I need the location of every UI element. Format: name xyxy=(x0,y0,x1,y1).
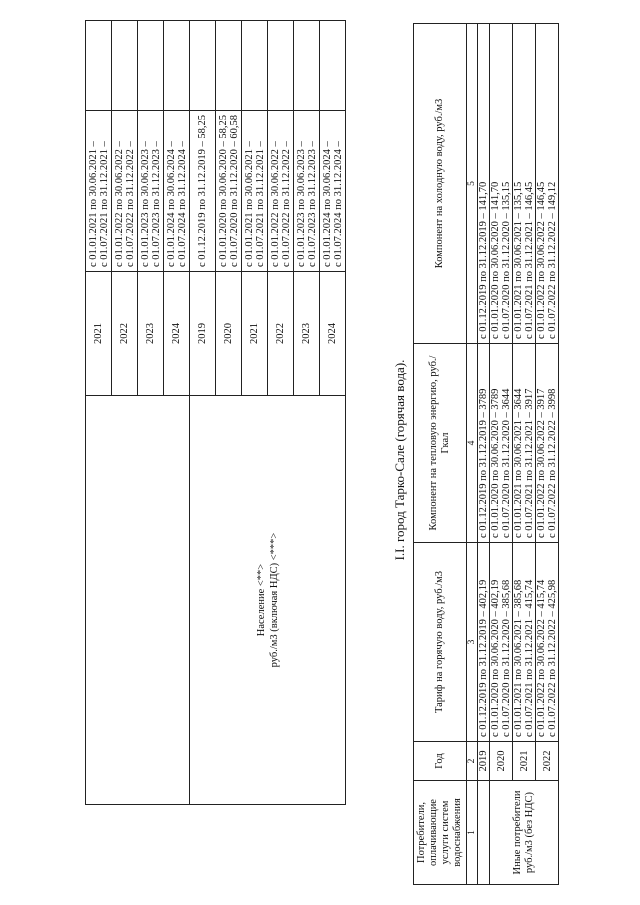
period-cell-line: с 01.01.2023 по 30.06.2023 – xyxy=(139,141,151,267)
year-cell-line: 2021 xyxy=(249,323,260,344)
tariff-cell-line: с 01.01.2020 по 30.06.2020 – 402,19 xyxy=(490,579,501,737)
population-consumer-cell xyxy=(190,396,346,805)
year-cell xyxy=(138,272,164,396)
tariff-cell xyxy=(513,543,536,742)
year-cell-line: 2023 xyxy=(301,323,312,344)
population-unit-label: руб./м3 (включая НДС) <***> xyxy=(268,532,280,668)
year-cell xyxy=(86,272,112,396)
year-cell xyxy=(294,272,320,396)
population-label: Население <**> xyxy=(255,563,267,637)
year-cell xyxy=(536,742,559,781)
period-cell-line: с 01.01.2020 по 30.06.2020 – 58,25 xyxy=(217,114,229,267)
year-cell-line: 2021 xyxy=(93,323,104,344)
column-number: 5 xyxy=(467,24,478,344)
header-tariff: Тариф на горячую воду, руб./м3 xyxy=(414,543,467,742)
heat-component-cell xyxy=(536,344,559,543)
heat-component-cell xyxy=(513,344,536,543)
period-cell xyxy=(190,110,216,271)
water-component-cell-line: с 01.12.2019 по 31.12.2019 – 141,70 xyxy=(478,181,489,339)
empty-cell xyxy=(320,21,346,111)
lower-table-body xyxy=(478,24,559,885)
header-heat-component: Компонент на тепловую энергию, руб./Гкал xyxy=(414,344,467,543)
year-cell-line: 2023 xyxy=(145,323,156,344)
table-row xyxy=(513,24,536,885)
heat-component-cell-line: с 01.12.2019 по 31.12.2019 – 3789 xyxy=(478,388,489,538)
period-cell-line: с 01.01.2022 по 30.06.2022 – xyxy=(113,141,125,267)
heat-component-cell-line: с 01.01.2020 по 30.06.2020 – 3789 xyxy=(490,388,501,538)
period-cell-line: с 01.07.2023 по 31.12.2023 – xyxy=(306,141,318,267)
period-cell-line: с 01.07.2023 по 31.12.2023 – xyxy=(150,141,162,267)
upper-tariff-table xyxy=(85,20,346,805)
year-cell xyxy=(112,272,138,396)
year-cell xyxy=(216,272,242,396)
header-consumers: Потребители, оплачивающие услуги систем водоснабжения xyxy=(414,781,467,885)
period-cell-line: с 01.12.2019 по 31.12.2019 – 58,25 xyxy=(197,114,208,267)
period-cell xyxy=(216,110,242,271)
period-cell-line: с 01.01.2021 по 30.06.2021 – xyxy=(243,141,255,267)
period-cell xyxy=(242,110,268,271)
consumer-label: Иные потребители xyxy=(512,790,523,875)
consumer-unit-label: руб./м3 (без НДС) xyxy=(524,791,535,874)
tariff-cell-line: с 01.07.2022 по 31.12.2022 – 425,98 xyxy=(547,579,558,737)
table-row xyxy=(490,24,513,885)
heat-component-cell xyxy=(478,344,490,543)
tariff-cell xyxy=(536,543,559,742)
empty-cell xyxy=(164,21,190,111)
tariff-cell-line: с 01.07.2020 по 31.12.2020 – 385,68 xyxy=(501,579,512,737)
hot-water-tariff-table xyxy=(413,23,559,885)
water-component-cell-line: с 01.01.2020 по 30.06.2020 – 141,70 xyxy=(490,181,501,339)
period-cell xyxy=(112,110,138,271)
year-cell xyxy=(190,272,216,396)
heat-component-cell-line: с 01.01.2022 по 30.06.2022 – 3917 xyxy=(536,388,547,538)
year-cell-line: 2020 xyxy=(223,323,234,344)
table-row xyxy=(190,21,216,805)
period-cell-line: с 01.07.2021 по 31.12.2021 – xyxy=(254,141,266,267)
water-component-cell-line: с 01.07.2022 по 31.12.2022 – 149,12 xyxy=(547,181,558,339)
table-row xyxy=(536,24,559,885)
water-component-cell-line: с 01.01.2022 по 30.06.2022 – 146,45 xyxy=(536,181,547,339)
year-cell-line: 2022 xyxy=(119,323,130,344)
empty-cell xyxy=(138,21,164,111)
table-row xyxy=(86,21,112,805)
heat-component-cell-line: с 01.07.2021 по 31.12.2021 – 3917 xyxy=(524,388,535,538)
year-cell-line: 2024 xyxy=(171,323,182,344)
period-cell xyxy=(86,110,112,271)
period-cell xyxy=(138,110,164,271)
year-cell-line: 2019 xyxy=(197,323,208,344)
column-number: 3 xyxy=(467,543,478,742)
year-cell-line: 2024 xyxy=(327,323,338,344)
consumer-cell xyxy=(86,396,190,805)
period-cell-line: с 01.01.2021 по 30.06.2021 – xyxy=(87,141,99,267)
water-component-cell xyxy=(478,24,490,344)
tariff-cell-line: с 01.01.2021 по 30.06.2021 – 385,68 xyxy=(513,579,524,737)
year-cell xyxy=(490,742,513,781)
year-cell-line: 2022 xyxy=(275,323,286,344)
year-cell xyxy=(242,272,268,396)
period-cell xyxy=(268,110,294,271)
column-number: 4 xyxy=(467,344,478,543)
year-cell-line: 2021 xyxy=(518,750,530,772)
tariff-cell-line: с 01.07.2021 по 31.12.2021 – 415,74 xyxy=(524,579,535,737)
heat-component-cell-line: с 01.07.2020 по 31.12.2020 – 3644 xyxy=(501,388,512,538)
year-cell xyxy=(320,272,346,396)
water-component-cell xyxy=(490,24,513,344)
section-caption: I.I. город Тарко-Сале (горячая вода). xyxy=(392,359,407,561)
period-cell xyxy=(164,110,190,271)
heat-component-cell xyxy=(490,344,513,543)
period-cell-line: с 01.01.2024 по 30.06.2024 – xyxy=(321,141,333,267)
table-row xyxy=(478,24,490,885)
period-cell xyxy=(320,110,346,271)
header-row xyxy=(414,24,467,885)
year-cell-line: 2020 xyxy=(495,750,507,772)
period-cell-line: с 01.01.2023 по 30.06.2023 – xyxy=(295,141,307,267)
tariff-cell-line: с 01.12.2019 по 31.12.2019 – 402,19 xyxy=(478,579,489,737)
column-number: 1 xyxy=(467,781,478,885)
year-cell-line: 2022 xyxy=(541,750,553,772)
period-cell-line: с 01.01.2024 по 30.06.2024 – xyxy=(165,141,177,267)
heat-component-cell-line: с 01.07.2022 по 31.12.2022 – 3998 xyxy=(547,388,558,538)
empty-cell xyxy=(294,21,320,111)
period-cell-line: с 01.07.2022 по 31.12.2022 – xyxy=(280,141,292,267)
tariff-cell-line: с 01.01.2022 по 30.06.2022 – 415,74 xyxy=(536,579,547,737)
period-cell-line: с 01.07.2024 по 31.12.2024 – xyxy=(176,141,188,267)
empty-cell xyxy=(112,21,138,111)
water-component-cell-line: с 01.01.2021 по 30.06.2021 – 135,15 xyxy=(513,181,524,339)
year-cell xyxy=(268,272,294,396)
year-cell xyxy=(513,742,536,781)
empty-cell xyxy=(190,21,216,111)
heat-component-cell-line: с 01.01.2021 по 30.06.2021 – 3644 xyxy=(513,388,524,538)
upper-table-body xyxy=(86,21,346,805)
tariff-cell xyxy=(490,543,513,742)
tariff-cell xyxy=(478,543,490,742)
water-component-cell xyxy=(536,24,559,344)
empty-cell xyxy=(86,21,112,111)
water-component-cell-line: с 01.07.2020 по 31.12.2020 – 135,15 xyxy=(501,181,512,339)
empty-cell xyxy=(242,21,268,111)
column-number-row xyxy=(467,24,478,885)
year-cell-line: 2019 xyxy=(478,750,489,772)
empty-cell xyxy=(216,21,242,111)
period-cell-line: с 01.07.2022 по 31.12.2022 – xyxy=(124,141,136,267)
period-cell-line: с 01.07.2021 по 31.12.2021 – xyxy=(98,141,110,267)
year-cell xyxy=(478,742,490,781)
consumer-cell-empty xyxy=(478,781,490,885)
period-cell xyxy=(294,110,320,271)
header-year: Год xyxy=(414,742,467,781)
empty-cell xyxy=(268,21,294,111)
period-cell-line: с 01.07.2020 по 31.12.2020 – 60,58 xyxy=(228,114,240,267)
consumer-cell xyxy=(490,781,559,885)
water-component-cell-line: с 01.07.2021 по 31.12.2021 – 146,45 xyxy=(524,181,535,339)
water-component-cell xyxy=(513,24,536,344)
period-cell-line: с 01.07.2024 по 31.12.2024 – xyxy=(332,141,344,267)
year-cell xyxy=(164,272,190,396)
header-water-component: Компонент на холодную воду, руб./м3 xyxy=(414,24,467,344)
period-cell-line: с 01.01.2022 по 30.06.2022 – xyxy=(269,141,281,267)
column-number: 2 xyxy=(467,742,478,781)
